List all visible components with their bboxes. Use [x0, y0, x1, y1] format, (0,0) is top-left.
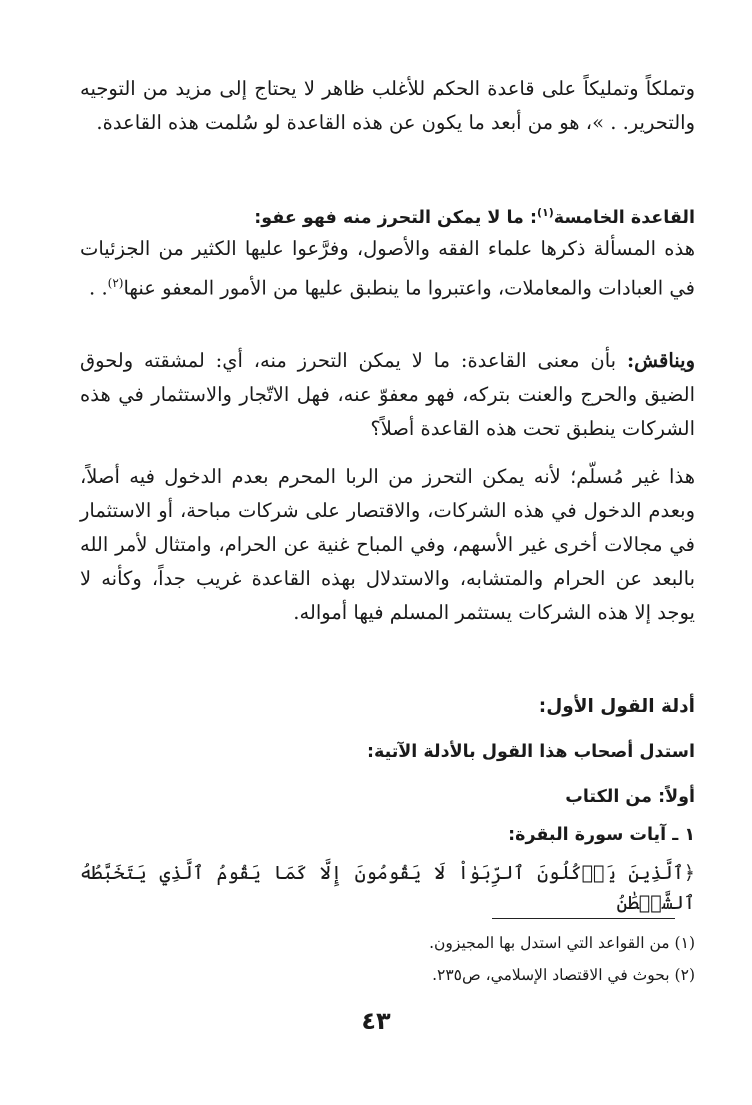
- heading-first-source: أولاً: من الكتاب: [565, 787, 695, 807]
- quran-verse: ﴿ٱلَّذِينَ يَأۡكُلُونَ ٱلرِّبَوٰاْ لَا يَقُومُونَ إِلَّا كَمَا يَقُومُ ٱلَّذِي يَتَخَبَّطُهُ ٱلشَّيۡطَٰنُ: [80, 862, 695, 914]
- footnote-1-number: (١): [674, 934, 695, 952]
- paragraph-intro-text: وتملكاً وتمليكاً على قاعدة الحكم للأغلب ظاهر لا يحتاج إلى مزيد من التوجيه والتحرير. . »، هو من أبعد ما يكون عن هذه القاعدة لو سُلمت هذه القاعدة.: [80, 77, 695, 134]
- paragraph-discussion: [80, 344, 695, 446]
- heading-citation: استدل أصحاب هذا القول بالأدلة الآتية:: [366, 742, 695, 762]
- paragraph-discussion-text: بأن معنى القاعدة: ما لا يمكن التحرز منه، أي: لمشقته ولحوق الضيق والحرج والعنت بتركه، فهو معفوّ عنه، فهل الاتّجار والاستثمار في هذه الشركات ينطبق تحت هذه القاعدة أصلاً؟: [80, 349, 695, 440]
- heading-item-one: ١ ـ آيات سورة البقرة:: [508, 825, 695, 845]
- page-number: ٤٣: [361, 1007, 391, 1035]
- paragraph-rule-explanation-text: هذه المسألة ذكرها علماء الفقه والأصول، وفرَّعوا عليها الكثير من الجزئيات في العبادات والمعاملات، واعتبروا ما ينطبق عليها من الأمور المعفو عنها: [80, 237, 695, 300]
- footnote-ref-2: (٢): [107, 276, 124, 290]
- paragraph-rebuttal: [80, 460, 695, 630]
- footnote-1-text: من القواعد التي استدل بها المجيزون.: [429, 934, 670, 952]
- footnote-2-number: (٢): [674, 966, 695, 984]
- paragraph-intro: [80, 72, 695, 140]
- paragraph-rule-explanation-end: . .: [89, 276, 108, 300]
- footnote-1: [80, 928, 695, 958]
- heading-rule-five-title: : ما لا يمكن التحرز منه فهو عفو:: [254, 207, 537, 228]
- heading-evidence: أدلة القول الأول:: [538, 696, 695, 717]
- paragraph-rule-explanation: [80, 232, 695, 306]
- footnote-divider: [492, 918, 675, 919]
- footnote-2: [80, 960, 695, 990]
- footnote-2-text: بحوث في الاقتصاد الإسلامي، ص٢٣٥.: [432, 966, 670, 984]
- paragraph-rebuttal-text: هذا غير مُسلّم؛ لأنه يمكن التحرز من الربا المحرم بعدم الدخول فيه أصلاً، وبعدم الدخول في هذه الشركات، والاقتصار على شركات مباحة، أو الاستثمار في مجالات أخرى غير الأسهم، وفي المباح غنية عن الحرام، وامتثال لأمر الله بالبعد عن الحرام والمتشابه، والاستدلال بهذه القاعدة غريب جداً، وكأنه لا يوجد إلا هذه الشركات يستثمر المسلم فيها أمواله.: [80, 465, 695, 624]
- heading-rule-five: [80, 198, 695, 233]
- footnote-ref-1: (١): [536, 206, 554, 219]
- heading-rule-five-label: القاعدة الخامسة: [553, 207, 695, 228]
- discussion-lead-word: ويناقش:: [626, 349, 695, 372]
